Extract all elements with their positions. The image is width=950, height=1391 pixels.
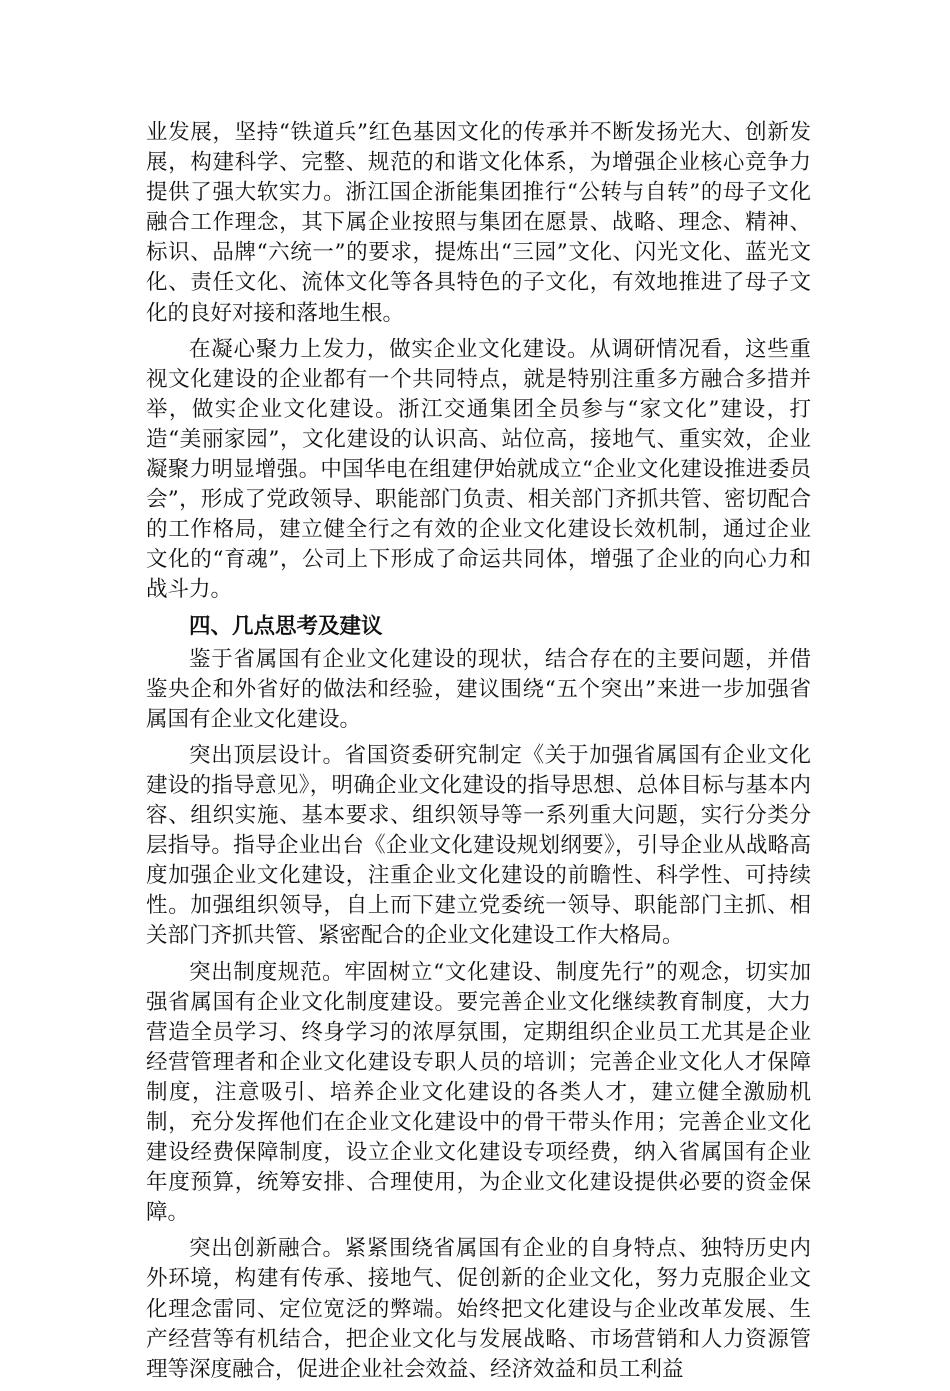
document-page	[146, 118, 811, 1391]
paragraph-continued: 业发展，坚持“铁道兵”红色基因文化的传承并不断发扬光大、创新发展，构建科学、完整、规范的和谐文化体系，为增强企业核心竞争力提供了强大软实力。浙江国企浙能集团推行“公转与自转”的母子文化融合工作理念，其下属企业按照与集团在愿景、战略、理念、精神、标识、品牌“六统一”的要求，提炼出“三园”文化、闪光文化、蓝光文化、责任文化、流体文化等各具特色的子文化，有效地推进了母子文化的良好对接和落地生根。	[146, 120, 811, 326]
paragraph-intro: 鉴于省属国有企业文化建设的现状，结合存在的主要问题，并借鉴央企和外省好的做法和经验，建议围绕“五个突出”来进一步加强省属国有企业文化建设。	[146, 646, 811, 732]
paragraph-innovation: 突出创新融合。紧紧围绕省属国有企业的自身特点、独特历史内外环境，构建有传承、接地气、促创新的企业文化，努力克服企业文化理念雷同、定位宽泛的弊端。始终把文化建设与企业改革发展、生产经营等有机结合，把企业文化与发展战略、市场营销和人力资源管理等深度融合，促进企业社会效益、经济效益和员工利益	[146, 1236, 811, 1382]
section-heading: 四、几点思考及建议	[189, 613, 383, 639]
paragraph-top-design: 突出顶层设计。省国资委研究制定《关于加强省属国有企业文化建设的指导意见》，明确企业文化建设的指导思想、总体目标与基本内容、组织实施、基本要求、组织领导等一系列重大问题，实行分类分层指导。指导企业出台《企业文化建设规划纲要》，引导企业从战略高度加强企业文化建设，注重企业文化建设的前瞻性、科学性、可持续性。加强组织领导，自上而下建立党委统一领导、职能部门主抓、相关部门齐抓共管、紧密配合的企业文化建设工作大格局。	[146, 742, 811, 949]
paragraph-institution: 突出制度规范。牢固树立“文化建设、制度先行”的观念，切实加强省属国有企业文化制度建设。要完善企业文化继续教育制度，大力营造全员学习、终身学习的浓厚氛围，定期组织企业员工尤其是企业经营管理者和企业文化建设专职人员的培训；完善企业文化人才保障制度，注意吸引、培养企业文化建设的各类人才，建立健全激励机制，充分发挥他们在企业文化建设中的骨干带头作用；完善企业文化建设经费保障制度，设立企业文化建设专项经费，纳入省属国有企业年度预算，统筹安排、合理使用，为企业文化建设提供必要的资金保障。	[146, 959, 811, 1226]
paragraph-cohesion: 在凝心聚力上发力，做实企业文化建设。从调研情况看，这些重视文化建设的企业都有一个共同特点，就是特别注重多方融合多措并举，做实企业文化建设。浙江交通集团全员参与“家文化”建设，打造“美丽家园”，文化建设的认识高、站位高，接地气、重实效，企业凝聚力明显增强。中国华电在组建伊始就成立“企业文化建设推进委员会”，形成了党政领导、职能部门负责、相关部门齐抓共管、密切配合的工作格局，建立健全行之有效的企业文化建设长效机制，通过企业文化的“育魂”，公司上下形成了命运共同体，增强了企业的向心力和战斗力。	[146, 336, 811, 603]
